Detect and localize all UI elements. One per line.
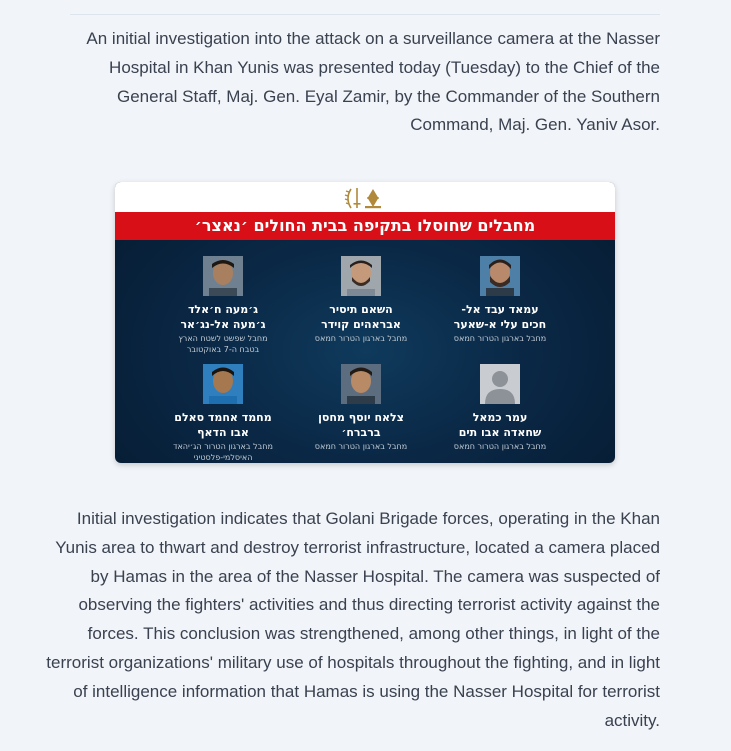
person-name [430,410,570,440]
person-role [430,441,570,452]
person-role [291,333,431,344]
person-role-line-1: מחבל בארגון הטרור הג׳יהאד [173,442,273,451]
top-divider [70,14,660,15]
person-name [153,410,293,440]
person-name [291,410,431,440]
person-photo [203,364,243,404]
person-name-line-1: השאם תיסיר [329,303,393,316]
person-name-line-2: חכים עלי א-שאער [453,318,547,331]
person-role-line-2: בטבח ה-7 באוקטובר [186,345,260,354]
person-photo [480,256,520,296]
person-name-line-2: ג׳מעה אל-נג׳אר [180,318,266,331]
person-name [153,302,293,332]
person-name-line-1: צלאח יוסף מחסן [318,411,404,424]
idf-emblem-icon [343,186,387,210]
person-name-line-1: ג׳מעה ח׳אלד [187,303,259,316]
person-role [153,441,293,463]
person-name-line-1: עמאד עבד אל- [461,303,539,316]
person-photo-placeholder [480,364,520,404]
person-name-line-2: שחאדה אבו תים [458,426,542,439]
person-role [291,441,431,452]
person-role [430,333,570,344]
article-paragraph-1: An initial investigation into the attack on a surveillance camera at the Nasser Hospital in Khan Yunis was presented today (Tuesday) to the Chief of the General Staff, Maj. Gen. Eyal Zamir, by the Commander of the Southern Command, Maj. Gen. Yaniv Asor. [86,29,660,135]
person-role-line-1: מחבל שפשט לשטח הארץ [178,334,268,343]
person-role [153,333,293,355]
infographic-title: מחבלים שחוסלו בתקיפה בבית החולים ׳נאצר׳ [115,212,615,240]
person-photo [203,256,243,296]
person-name-line-2: אבראהים קוידר [321,318,401,331]
person-photo [341,256,381,296]
person-photo [341,364,381,404]
person-role-line-1: מחבל בארגון הטרור חמאס [314,442,408,451]
person-name [430,302,570,332]
person-name-line-2: אבו הדאף [197,426,249,439]
eliminated-terrorists-infographic [115,182,615,463]
person-role-line-1: מחבל בארגון הטרור חמאס [314,334,408,343]
person-role-line-2: האיסלמי-פלסטיני [193,453,253,462]
article-paragraph-2: Initial investigation indicates that Golani Brigade forces, operating in the Khan Yunis area to thwart and destroy terrorist infrastructure, located a camera placed by Hamas in the area of the Nasser Hospital. The camera was suspected of observing the fighters' activities and thus directing terrorist activity against the forces. This conclusion was strengthened, among other things, in light of the terrorist organizations' military use of hospitals throughout the fighting, and in light of intelligence information that Hamas is using the Nasser Hospital for terrorist activity. [46,509,660,730]
person-role-line-1: מחבל בארגון הטרור חמאס [453,334,547,343]
person-role-line-1: מחבל בארגון הטרור חמאס [453,442,547,451]
infographic-header [115,182,615,212]
person-name-line-1: עמר כמאל [472,411,528,424]
person-name [291,302,431,332]
person-name-line-1: מחמד אחמד סאלם [174,411,272,424]
person-name-line-2: ברברח׳ [341,426,381,439]
